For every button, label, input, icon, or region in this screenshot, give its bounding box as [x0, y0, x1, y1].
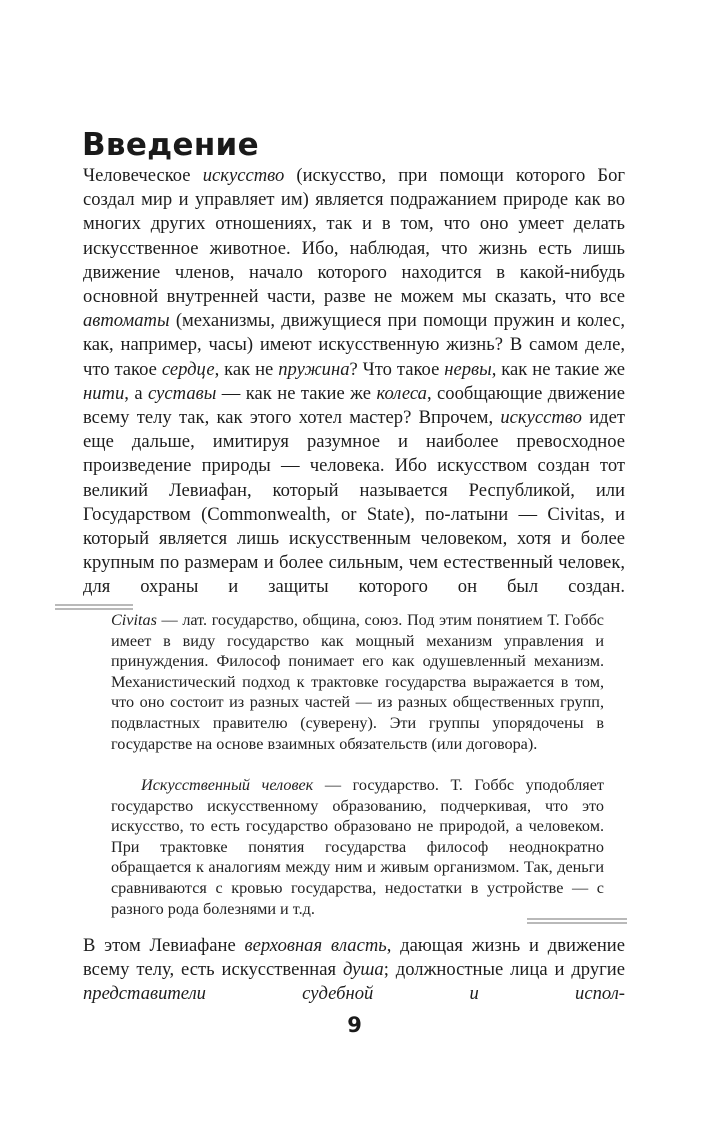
paragraph-2	[83, 934, 625, 1007]
commentary-note-1	[111, 610, 604, 754]
italic-term: суставы	[148, 382, 217, 404]
italic-term: Civitas	[111, 611, 157, 629]
note-bottom-rule	[527, 918, 627, 920]
italic-term: автоматы	[83, 310, 170, 332]
commentary-note-2	[111, 775, 604, 919]
italic-term: нити	[83, 382, 125, 404]
text-run: ; должностные лица и другие	[383, 959, 625, 981]
text-run: В этом Левиафане	[83, 935, 245, 956]
paragraph-1	[83, 164, 625, 600]
text-run: , как не такие же	[491, 358, 625, 380]
italic-term: верховная власть	[244, 935, 387, 956]
text-run: (механизмы, движущиеся при помощи пружин и колес, как, например, часы) имеют искусственную жизнь? В самом деле, что такое	[83, 310, 625, 380]
note-top-rule	[55, 604, 133, 606]
text-run: (искусство, при помощи которого Бог создал мир и управляет им) является подражанием природе как во многих других отношениях, так и в том, что оно умеет делать искусственное животное. Ибо, наблюдая, что жизнь есть лишь движение членов, начало которого находится в какой-нибудь основной внутренней части, разве не можем мы сказать, что все	[83, 165, 626, 308]
text-run: ? Что такое	[349, 358, 445, 380]
text-run: идет еще дальше, имитируя разумное и наиболее превосходное произведение природы — человека. Ибо искусством создан тот великий Левиафан, который называется Республикой, или Государством (Commonwealth, or State), по-латыни — Civitas, и который является лишь искусственным человеком, хотя и более крупным по размерам и более сильным, чем естественный человек, для охраны и защиты которого он был создан.	[83, 407, 625, 598]
note-bottom-rule-2	[527, 922, 627, 924]
italic-term: колеса	[376, 382, 427, 404]
text-run: Человеческое	[83, 165, 203, 186]
italic-term: искусство	[202, 165, 285, 186]
italic-term: пружина	[278, 358, 350, 380]
italic-term: Искусственный человек	[141, 776, 314, 794]
text-run: — лат. государство, община, союз. Под этим понятием Т. Гоббс имеет в виду государство как мощный механизм управления и принуждения. Философ понимает его как одушевленный механизм. Механистический подход к трактовке государства выражается в том, что оно состоит из разных частей — из разных общественных групп, подвластных правителю (суверену). Эти группы упорядочены в государстве на основе взаимных обязательств (или договора).	[111, 611, 604, 753]
italic-term: нервы	[444, 358, 492, 380]
text-run: — государство. Т. Гоббс уподобляет государство искусственному образованию, подчеркивая, что это искусство, то есть государство образовано не природой, а человеком. При трактовке понятия государства философ неоднократно обращается к аналогиям между ним и живым организмом. Так, деньги сравниваются с кровью государства, недостатки в устройстве — с разного рода болезнями и т.д.	[111, 776, 604, 918]
page-number: 9	[347, 1013, 362, 1037]
text-run: , как не	[214, 358, 279, 380]
text-run: — как не такие же	[216, 382, 377, 404]
italic-term: душа	[342, 959, 384, 981]
italic-term: сердце	[161, 358, 215, 380]
text-run: , а	[124, 382, 149, 404]
italic-term: представители судебной и испол-	[83, 983, 625, 1005]
italic-term: искусство	[500, 407, 582, 429]
text-run: , дающая жизнь и движение всему телу, есть искусственная	[83, 935, 625, 981]
text-run: , сообщающие движение всему телу так, как этого хотел мастер? Впрочем,	[83, 382, 625, 429]
chapter-title: Введение	[82, 127, 259, 163]
